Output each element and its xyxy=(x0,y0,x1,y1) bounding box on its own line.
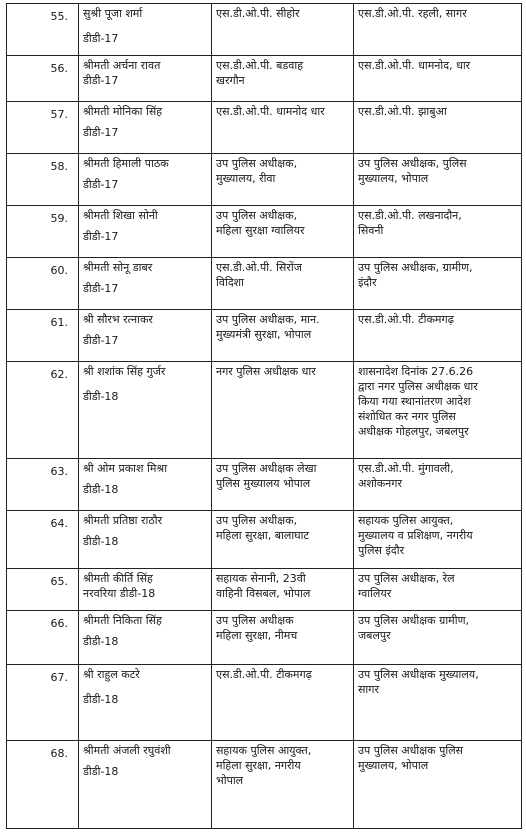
posting-line: महिला सुरक्षा ग्वालियर xyxy=(216,224,305,237)
new-posting xyxy=(354,362,522,459)
cadre-line: डीडी-17 xyxy=(83,230,119,243)
serial-number: 62. xyxy=(7,362,79,459)
name-line: श्रीमती हिमाली पाठक xyxy=(83,157,169,170)
officer-name xyxy=(79,4,212,56)
officer-name xyxy=(79,362,212,459)
cadre-line: नरवरिया डीडी-18 xyxy=(83,587,156,600)
new-posting xyxy=(354,102,522,154)
posting-line: एस.डी.ओ.पी. सिरोंज xyxy=(216,261,302,274)
serial-number: 55. xyxy=(7,4,79,56)
serial-number: 60. xyxy=(7,258,79,310)
posting-line: पुलिस मुख्यालय भोपाल xyxy=(216,477,311,490)
posting-line: इंदौर xyxy=(358,276,377,289)
name-line: श्रीमती अंजली रघुवंशी xyxy=(83,744,171,757)
posting-line: उप पुलिस अधीक्षक, मान. xyxy=(216,313,320,326)
table-row xyxy=(7,569,522,611)
posting-line: सिवनी xyxy=(358,224,384,237)
serial-number: 65. xyxy=(7,569,79,611)
posting-line: अशोकनगर xyxy=(358,477,402,490)
posting-line: उप पुलिस अधीक्षक पुलिस xyxy=(358,744,464,757)
table-row xyxy=(7,206,522,258)
posting-line: संशोधित कर नगर पुलिस xyxy=(358,410,456,423)
name-line: श्री ओम प्रकाश मिश्रा xyxy=(83,462,168,475)
posting-line: महिला सुरक्षा, नीमच xyxy=(216,629,298,642)
officer-name xyxy=(79,56,212,102)
table-row xyxy=(7,362,522,459)
table-row xyxy=(7,741,522,829)
posting-line: मुख्यमंत्री सुरक्षा, भोपाल xyxy=(216,328,312,341)
officer-name xyxy=(79,665,212,741)
posting-line: अधीक्षक गोहलपुर, जबलपुर xyxy=(358,425,469,438)
name-line: श्रीमती सोनू डाबर xyxy=(83,261,153,274)
posting-line: उप पुलिस अधीक्षक, पुलिस xyxy=(358,157,467,170)
posting-line: महिला सुरक्षा, बालाघाट xyxy=(216,529,310,542)
current-posting xyxy=(212,310,354,362)
name-line: श्रीमती अर्चना रावत xyxy=(83,59,161,72)
serial-number: 68. xyxy=(7,741,79,829)
posting-line: उप पुलिस अधीक्षक, xyxy=(216,209,298,222)
officer-name xyxy=(79,611,212,665)
cadre-line: डीडी-17 xyxy=(83,32,119,45)
posting-line: सहायक पुलिस आयुक्त, xyxy=(358,514,454,527)
posting-line: एस.डी.ओ.पी. सीहोर xyxy=(216,7,300,20)
posting-line: सहायक पुलिस आयुक्त, xyxy=(216,744,312,757)
transfer-list-page xyxy=(6,3,521,829)
new-posting xyxy=(354,665,522,741)
table-row xyxy=(7,611,522,665)
current-posting xyxy=(212,741,354,829)
posting-line: जबलपुर xyxy=(358,629,391,642)
posting-line: किया गया स्थानांतरण आदेश xyxy=(358,395,471,408)
table-row xyxy=(7,665,522,741)
posting-line: एस.डी.ओ.पी. मुंगावली, xyxy=(358,462,454,475)
current-posting xyxy=(212,4,354,56)
name-line: श्री राहुल कटरे xyxy=(83,668,140,681)
posting-line: खरगौन xyxy=(216,74,245,87)
new-posting xyxy=(354,511,522,569)
serial-number: 57. xyxy=(7,102,79,154)
officer-name xyxy=(79,741,212,829)
posting-line: एस.डी.ओ.पी. टीकमगढ़ xyxy=(216,668,312,681)
officer-name xyxy=(79,206,212,258)
serial-number: 67. xyxy=(7,665,79,741)
serial-number: 59. xyxy=(7,206,79,258)
current-posting xyxy=(212,665,354,741)
posting-line: द्वारा नगर पुलिस अधीक्षक धार xyxy=(358,380,478,393)
serial-number: 58. xyxy=(7,154,79,206)
posting-line: विदिशा xyxy=(216,276,244,289)
cadre-line: डीडी-17 xyxy=(83,126,119,139)
posting-line: सागर xyxy=(358,683,379,696)
new-posting xyxy=(354,154,522,206)
cadre-line: डीडी-18 xyxy=(83,765,119,778)
posting-line: वाहिनी विसबल, भोपाल xyxy=(216,587,311,600)
serial-number: 66. xyxy=(7,611,79,665)
posting-line: एस.डी.ओ.पी. धामनोद धार xyxy=(216,105,325,118)
posting-line: भोपाल xyxy=(216,774,244,787)
posting-line: मुख्यालय, भोपाल xyxy=(358,759,429,772)
current-posting xyxy=(212,154,354,206)
serial-number: 63. xyxy=(7,459,79,511)
posting-line: पुलिस इंदौर xyxy=(358,544,405,557)
posting-line: उप पुलिस अधीक्षक मुख्यालय, xyxy=(358,668,479,681)
table-row xyxy=(7,258,522,310)
posting-line: एस.डी.ओ.पी. बडवाह xyxy=(216,59,304,72)
posting-line: उप पुलिस अधीक्षक, ग्रामीण, xyxy=(358,261,473,274)
current-posting xyxy=(212,459,354,511)
serial-number: 61. xyxy=(7,310,79,362)
new-posting xyxy=(354,459,522,511)
new-posting xyxy=(354,56,522,102)
cadre-line: डीडी-18 xyxy=(83,390,119,403)
name-line: श्री सौरभ रत्नाकर xyxy=(83,313,153,326)
name-line: श्रीमती मोनिका सिंह xyxy=(83,105,163,118)
name-line: सुश्री पूजा शर्मा xyxy=(83,7,143,20)
name-line: श्रीमती निकिता सिंह xyxy=(83,614,162,627)
officer-name xyxy=(79,154,212,206)
officer-name xyxy=(79,310,212,362)
new-posting xyxy=(354,611,522,665)
name-line: श्रीमती शिखा सोनी xyxy=(83,209,158,222)
table-row xyxy=(7,459,522,511)
table-row xyxy=(7,56,522,102)
new-posting xyxy=(354,741,522,829)
posting-line: ग्वालियर xyxy=(358,587,392,600)
posting-line: उप पुलिस अधीक्षक xyxy=(216,614,294,627)
cadre-line: डीडी-17 xyxy=(83,334,119,347)
current-posting xyxy=(212,206,354,258)
posting-line: एस.डी.ओ.पी. लखनादौन, xyxy=(358,209,462,222)
new-posting xyxy=(354,258,522,310)
posting-line: उप पुलिस अधीक्षक, xyxy=(216,157,298,170)
table-row xyxy=(7,511,522,569)
cadre-line: डीडी-18 xyxy=(83,635,119,648)
officer-name xyxy=(79,258,212,310)
table-row xyxy=(7,310,522,362)
officer-name xyxy=(79,569,212,611)
posting-line: महिला सुरक्षा, नगरीय xyxy=(216,759,301,772)
new-posting xyxy=(354,310,522,362)
cadre-line: डीडी-17 xyxy=(83,282,119,295)
name-line: श्री शशांक सिंह गुर्जर xyxy=(83,365,166,378)
cadre-line: डीडी-17 xyxy=(83,178,119,191)
officer-name xyxy=(79,459,212,511)
current-posting xyxy=(212,258,354,310)
transfer-table xyxy=(6,3,522,829)
name-line: श्रीमती कीर्ति सिंह xyxy=(83,572,153,585)
posting-line: सहायक सेनानी, 23वी xyxy=(216,572,306,585)
current-posting xyxy=(212,102,354,154)
table-row xyxy=(7,154,522,206)
new-posting xyxy=(354,206,522,258)
posting-line: उप पुलिस अधीक्षक, xyxy=(216,514,298,527)
posting-line: एस.डी.ओ.पी. झाबुआ xyxy=(358,105,447,118)
posting-line: एस.डी.ओ.पी. टीकमगढ़ xyxy=(358,313,454,326)
cadre-line: डीडी-17 xyxy=(83,74,119,87)
posting-line: नगर पुलिस अधीक्षक धार xyxy=(216,365,316,378)
cadre-line: डीडी-18 xyxy=(83,535,119,548)
posting-line: एस.डी.ओ.पी. रहली, सागर xyxy=(358,7,467,20)
cadre-line: डीडी-18 xyxy=(83,483,119,496)
current-posting xyxy=(212,56,354,102)
posting-line: उप पुलिस अधीक्षक लेखा xyxy=(216,462,317,475)
posting-line: एस.डी.ओ.पी. धामनोद, धार xyxy=(358,59,471,72)
new-posting xyxy=(354,569,522,611)
cadre-line: डीडी-18 xyxy=(83,693,119,706)
officer-name xyxy=(79,102,212,154)
name-line: श्रीमती प्रतिष्ठा राठौर xyxy=(83,514,163,527)
current-posting xyxy=(212,362,354,459)
posting-line: उप पुलिस अधीक्षक, रेल xyxy=(358,572,455,585)
officer-name xyxy=(79,511,212,569)
current-posting xyxy=(212,511,354,569)
posting-line: मुख्यालय, भोपाल xyxy=(358,172,429,185)
serial-number: 64. xyxy=(7,511,79,569)
serial-number: 56. xyxy=(7,56,79,102)
posting-line: मुख्यालय, रीवा xyxy=(216,172,276,185)
posting-line: शासनादेश दिनांक 27.6.26 xyxy=(358,365,474,378)
new-posting xyxy=(354,4,522,56)
table-row xyxy=(7,102,522,154)
current-posting xyxy=(212,569,354,611)
current-posting xyxy=(212,611,354,665)
posting-line: मुख्यालय व प्रशिक्षण, नगरीय xyxy=(358,529,473,542)
posting-line: उप पुलिस अधीक्षक ग्रामीण, xyxy=(358,614,470,627)
table-row xyxy=(7,4,522,56)
